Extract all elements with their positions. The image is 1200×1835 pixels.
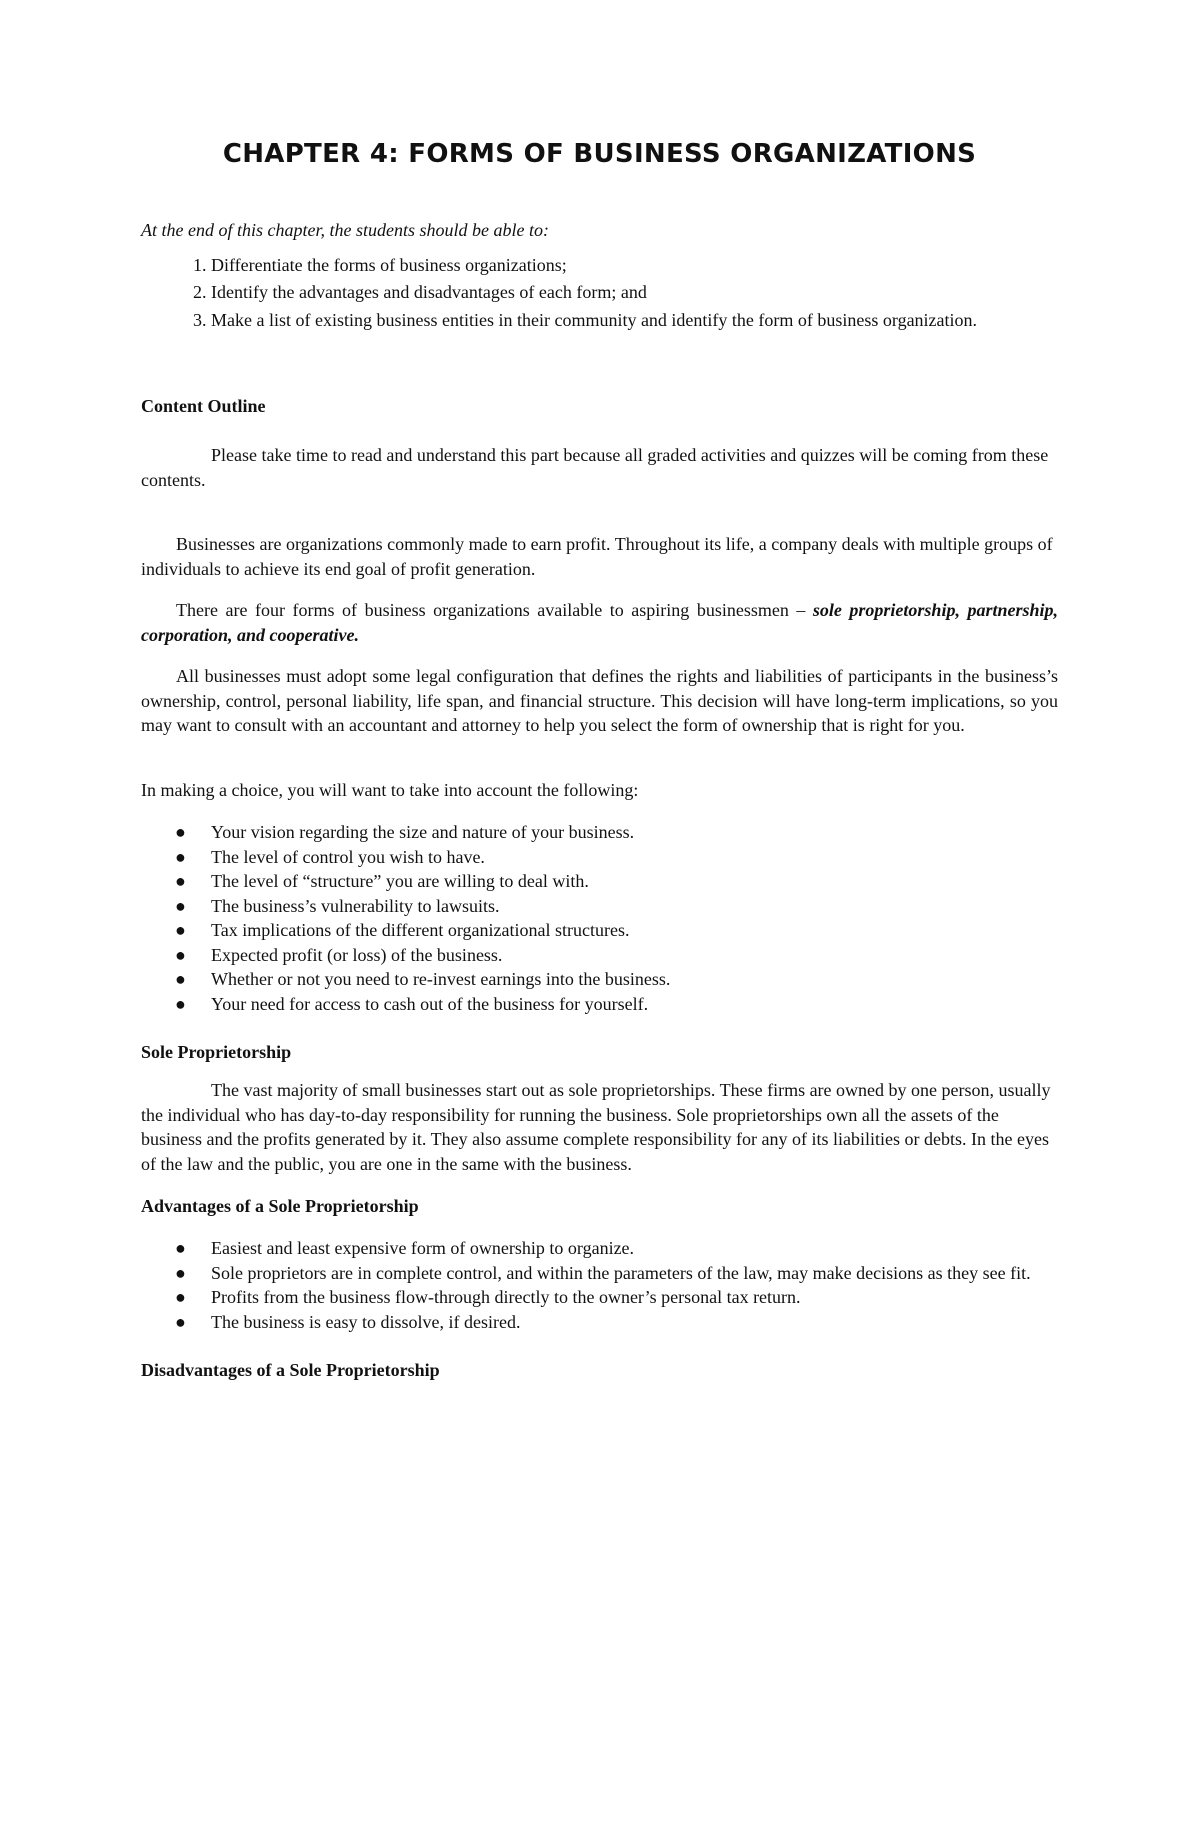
list-item: [141, 894, 1058, 919]
list-item-text: Whether or not you need to re-invest earnings into the business.: [211, 969, 671, 989]
read-note-paragraph: Please take time to read and understand this part because all graded activities and quizzes will be coming from these contents.: [141, 445, 1049, 490]
sole-proprietorship-heading: Sole Proprietorship: [141, 1042, 292, 1062]
list-item: 3. Make a list of existing business entities in their community and identify the form of business organization.: [211, 308, 1058, 333]
bullet-icon: ●: [175, 920, 186, 940]
list-item-text: Your vision regarding the size and nature of your business.: [211, 822, 635, 842]
list-item: [141, 967, 1058, 992]
bullet-icon: ●: [175, 944, 186, 965]
list-item: [141, 845, 1058, 870]
list-item: [141, 820, 1058, 845]
content-outline-heading: Content Outline: [141, 396, 266, 416]
list-item: [141, 869, 1058, 894]
list-item-text: Easiest and least expensive form of ownership to organize.: [211, 1238, 635, 1258]
bullet-icon: ●: [175, 1287, 186, 1307]
bullet-icon: ●: [175, 822, 186, 842]
disadvantages-heading: Disadvantages of a Sole Proprietorship: [141, 1360, 440, 1380]
bullet-icon: ●: [175, 846, 186, 867]
choice-lead-paragraph: In making a choice, you will want to take into account the following:: [141, 779, 639, 800]
learning-objectives-list: [141, 253, 1058, 333]
considerations-list: [141, 820, 1058, 1016]
legal-configuration-paragraph: All businesses must adopt some legal configuration that defines the rights and liabilities of participants in the business’s ownership, control, personal liability, life span, and financial structure. This decision will have long-term implications, so you may want to consult with an accountant and attorney to help you select the form of ownership that is right for you.: [141, 666, 1058, 735]
list-item-text: The level of “structure” you are willing to deal with.: [211, 871, 589, 891]
list-item-text: The business is easy to dissolve, if desired.: [211, 1311, 521, 1332]
bullet-icon: ●: [175, 895, 186, 916]
list-item-text: Profits from the business flow-through directly to the owner’s personal tax return.: [211, 1287, 801, 1307]
chapter-title: CHAPTER 4: FORMS OF BUSINESS ORGANIZATIONS: [222, 139, 977, 169]
list-item: 1. Differentiate the forms of business organizations;: [211, 253, 1058, 278]
list-item: [141, 1261, 1058, 1286]
list-item-text: Sole proprietors are in complete control, and within the parameters of the law, may make decisions as they see fit.: [211, 1262, 1031, 1283]
list-item-text: Your need for access to cash out of the business for yourself.: [211, 993, 649, 1014]
learning-objectives-intro: At the end of this chapter, the students should be able to:: [141, 220, 549, 240]
list-item: 2. Identify the advantages and disadvantages of each form; and: [211, 280, 1058, 305]
bullet-icon: ●: [175, 1311, 186, 1332]
list-item-text: Expected profit (or loss) of the business.: [211, 944, 503, 965]
bullet-icon: ●: [175, 993, 186, 1014]
bullet-icon: ●: [175, 871, 186, 891]
bullet-icon: ●: [175, 1262, 186, 1283]
four-forms-paragraph: [141, 598, 1058, 647]
businesses-paragraph: Businesses are organizations commonly made to earn profit. Throughout its life, a company deals with multiple groups of individuals to achieve its end goal of profit generation.: [141, 534, 1053, 579]
list-item: [141, 1236, 1058, 1261]
list-item-text: The level of control you wish to have.: [211, 846, 485, 867]
advantages-heading: Advantages of a Sole Proprietorship: [141, 1196, 419, 1216]
advantages-list: [141, 1236, 1058, 1334]
bullet-icon: ●: [175, 969, 186, 989]
bullet-icon: ●: [175, 1238, 186, 1258]
list-item: [141, 1310, 1058, 1335]
list-item: [141, 918, 1058, 943]
four-forms-lead: There are four forms of business organizations available to aspiring businessmen –: [176, 600, 813, 620]
sole-proprietorship-paragraph: The vast majority of small businesses start out as sole proprietorships. These firms are owned by one person, usually the individual who has day-to-day responsibility for running the business. Sole proprietorships own all the assets of the business and the profits generated by it. They also assume complete responsibility for any of its liabilities or debts. In the eyes of the law and the public, you are one in the same with the business.: [141, 1080, 1051, 1174]
list-item: [141, 943, 1058, 968]
list-item-text: Tax implications of the different organizational structures.: [211, 920, 630, 940]
list-item: [141, 992, 1058, 1017]
list-item-text: The business’s vulnerability to lawsuits.: [211, 895, 500, 916]
list-item: [141, 1285, 1058, 1310]
four-forms-list: sole proprietorship, partnership, corporation, and cooperative.: [141, 600, 1058, 645]
